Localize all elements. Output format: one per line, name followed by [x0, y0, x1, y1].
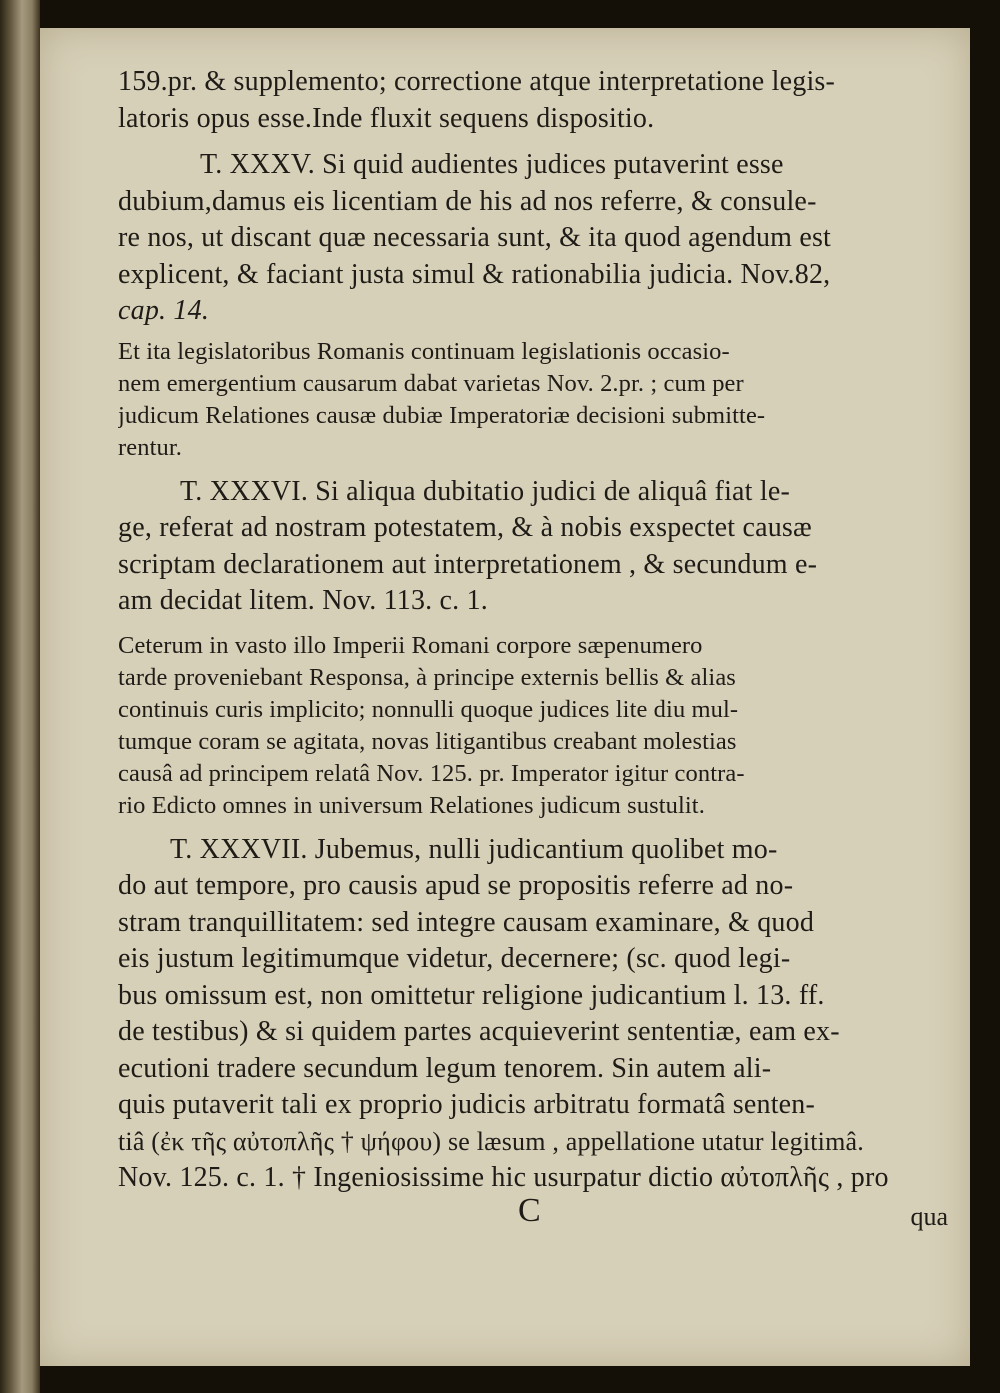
note-line: continuis curis implicito; nonnulli quoque judices lite diu mul- — [118, 695, 739, 723]
text-line: ge, referat ad nostram potestatem, & à nobis exspectet causæ — [118, 512, 812, 543]
note-line: Et ita legislatoribus Romanis continuam legislationis occasio- — [118, 337, 730, 365]
text-line: 159.pr. & supplemento; correctione atque interpretatione legis- — [118, 66, 836, 97]
text-line: re nos, ut discant quæ necessaria sunt, & ita quod agendum est — [118, 222, 832, 253]
text-line: tiâ (ἐκ τῆς αὐτοπλῆς † ψήφου) se læsum , appellatione utatur legitimâ. — [118, 1126, 864, 1156]
section-t36 — [118, 474, 948, 620]
citation-line: cap. 14. — [118, 295, 210, 326]
catchword: qua — [910, 1201, 948, 1231]
note-line: rentur. — [118, 433, 182, 461]
text-line: latoris opus esse.Inde fluxit sequens dispositio. — [118, 102, 655, 134]
section-t35 — [118, 147, 948, 330]
text-line: quis putaverit tali ex proprio judicis arbitratu formatâ senten- — [118, 1089, 816, 1120]
note-line: rio Edicto omnes in universum Relationes judicum sustulit. — [118, 791, 705, 819]
note-line: tarde proveniebant Responsa, à principe externis bellis & alias — [118, 663, 736, 691]
section-heading-line: T. XXXV. Si quid audientes judices putaverint esse — [200, 149, 784, 180]
text-line: stram tranquillitatem: sed integre causam examinare, & quod — [118, 906, 815, 938]
text-line: am decidat litem. Nov. 113. c. 1. — [118, 585, 488, 616]
section-heading-line: T. XXXVI. Si aliqua dubitatio judici de aliquâ fiat le- — [180, 475, 790, 507]
note-line: tumque coram se agitata, novas litigantibus creabant molestias — [118, 727, 737, 755]
note-line: judicum Relationes causæ dubiæ Imperatoriæ decisioni submitte- — [118, 401, 766, 429]
page-footer — [118, 1191, 948, 1237]
note-line: Ceterum in vasto illo Imperii Romani corpore sæpenumero — [118, 631, 703, 659]
section-heading-line: T. XXXVII. Jubemus, nulli judicantium quolibet mo- — [170, 833, 778, 865]
book-binding-edge — [0, 0, 40, 1393]
note-line: nem emergentium causarum dabat varietas Nov. 2.pr. ; cum per — [118, 369, 744, 397]
commentary-note-2 — [118, 630, 948, 822]
text-line: Nov. 125. c. 1. † Ingeniosissime hic usurpatur dictio αὐτοπλῆς , pro — [118, 1162, 889, 1193]
text-line: eis justum legitimumque videtur, decernere; (sc. quod legi- — [118, 943, 791, 974]
text-line: bus omissum est, non omittetur religione judicantium l. 13. ff. — [118, 979, 825, 1011]
section-t37 — [118, 832, 948, 1197]
commentary-note-1 — [118, 336, 948, 464]
text-line: explicent, & faciant justa simul & rationabilia judicia. Nov.82, — [118, 258, 831, 290]
text-line: de testibus) & si quidem partes acquieverint sententiæ, eam ex- — [118, 1016, 840, 1047]
opening-lines — [118, 64, 948, 137]
text-line: scriptam declarationem aut interpretationem , & secundum e- — [118, 548, 818, 580]
text-line: do aut tempore, pro causis apud se propositis referre ad no- — [118, 870, 794, 901]
note-line: causâ ad principem relatâ Nov. 125. pr. Imperator igitur contra- — [118, 759, 745, 787]
book-page — [40, 28, 970, 1366]
text-line: dubium,damus eis licentiam de his ad nos referre, & consule- — [118, 185, 817, 217]
signature-mark: C — [518, 1191, 541, 1229]
text-line: ecutioni tradere secundum legum tenorem. Sin autem ali- — [118, 1052, 772, 1084]
page-text — [118, 64, 948, 1237]
